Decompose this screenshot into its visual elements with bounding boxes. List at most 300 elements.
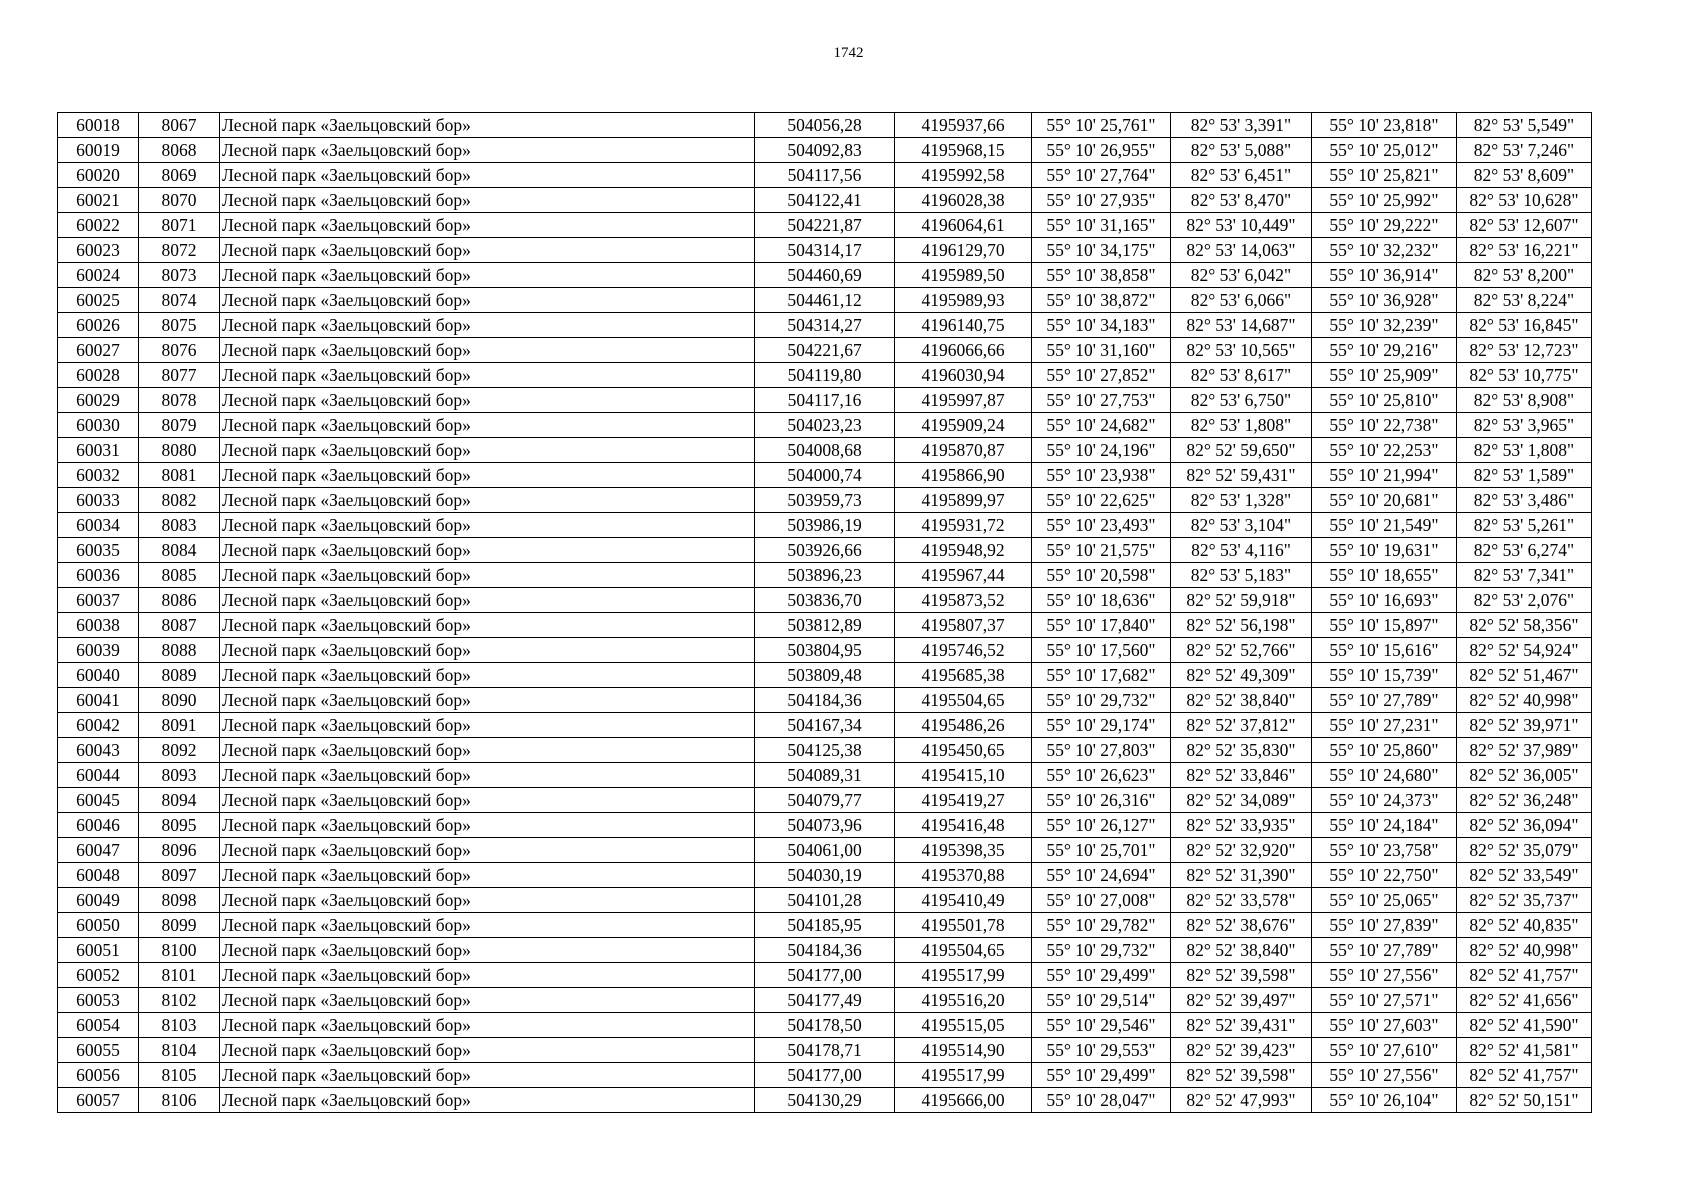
lat-2-cell: 55° 10' 24,680" [1312, 763, 1457, 788]
name-cell: Лесной парк «Заельцовский бор» [220, 163, 755, 188]
point-id-cell: 8095 [139, 813, 220, 838]
lon-1-cell: 82° 52' 39,497" [1171, 988, 1312, 1013]
lat-1-cell: 55° 10' 25,701" [1032, 838, 1171, 863]
point-id-cell: 8069 [139, 163, 220, 188]
y-coord-cell: 4196140,75 [895, 313, 1032, 338]
lat-2-cell: 55° 10' 19,631" [1312, 538, 1457, 563]
lon-2-cell: 82° 52' 54,924" [1457, 638, 1592, 663]
lat-1-cell: 55° 10' 29,499" [1032, 963, 1171, 988]
x-coord-cell: 504061,00 [755, 838, 895, 863]
table-row [58, 438, 1592, 463]
lat-2-cell: 55° 10' 25,992" [1312, 188, 1457, 213]
lon-1-cell: 82° 53' 6,451" [1171, 163, 1312, 188]
table-row [58, 113, 1592, 138]
row-number-cell: 60054 [58, 1013, 139, 1038]
lat-1-cell: 55° 10' 31,165" [1032, 213, 1171, 238]
lon-2-cell: 82° 52' 41,590" [1457, 1013, 1592, 1038]
table-row [58, 338, 1592, 363]
lon-2-cell: 82° 53' 10,628" [1457, 188, 1592, 213]
lat-1-cell: 55° 10' 27,852" [1032, 363, 1171, 388]
point-id-cell: 8078 [139, 388, 220, 413]
name-cell: Лесной парк «Заельцовский бор» [220, 763, 755, 788]
y-coord-cell: 4195899,97 [895, 488, 1032, 513]
name-cell: Лесной парк «Заельцовский бор» [220, 288, 755, 313]
lat-1-cell: 55° 10' 34,175" [1032, 238, 1171, 263]
lon-1-cell: 82° 52' 38,840" [1171, 688, 1312, 713]
lat-2-cell: 55° 10' 22,750" [1312, 863, 1457, 888]
point-id-cell: 8105 [139, 1063, 220, 1088]
lon-1-cell: 82° 52' 52,766" [1171, 638, 1312, 663]
table-row [58, 538, 1592, 563]
x-coord-cell: 504167,34 [755, 713, 895, 738]
table-row [58, 163, 1592, 188]
row-number-cell: 60040 [58, 663, 139, 688]
point-id-cell: 8081 [139, 463, 220, 488]
x-coord-cell: 504461,12 [755, 288, 895, 313]
lon-1-cell: 82° 52' 56,198" [1171, 613, 1312, 638]
point-id-cell: 8086 [139, 588, 220, 613]
row-number-cell: 60020 [58, 163, 139, 188]
name-cell: Лесной парк «Заельцовский бор» [220, 238, 755, 263]
y-coord-cell: 4195931,72 [895, 513, 1032, 538]
name-cell: Лесной парк «Заельцовский бор» [220, 1013, 755, 1038]
row-number-cell: 60018 [58, 113, 139, 138]
x-coord-cell: 504079,77 [755, 788, 895, 813]
x-coord-cell: 504177,00 [755, 1063, 895, 1088]
lon-2-cell: 82° 52' 36,248" [1457, 788, 1592, 813]
y-coord-cell: 4195416,48 [895, 813, 1032, 838]
x-coord-cell: 504117,56 [755, 163, 895, 188]
lat-2-cell: 55° 10' 16,693" [1312, 588, 1457, 613]
lon-1-cell: 82° 52' 39,598" [1171, 963, 1312, 988]
lon-2-cell: 82° 53' 1,589" [1457, 463, 1592, 488]
lat-1-cell: 55° 10' 25,761" [1032, 113, 1171, 138]
point-id-cell: 8083 [139, 513, 220, 538]
y-coord-cell: 4195968,15 [895, 138, 1032, 163]
row-number-cell: 60026 [58, 313, 139, 338]
point-id-cell: 8085 [139, 563, 220, 588]
row-number-cell: 60022 [58, 213, 139, 238]
row-number-cell: 60053 [58, 988, 139, 1013]
lon-2-cell: 82° 53' 8,908" [1457, 388, 1592, 413]
lon-2-cell: 82° 52' 41,757" [1457, 963, 1592, 988]
table-row [58, 913, 1592, 938]
lon-2-cell: 82° 53' 3,486" [1457, 488, 1592, 513]
name-cell: Лесной парк «Заельцовский бор» [220, 563, 755, 588]
y-coord-cell: 4195866,90 [895, 463, 1032, 488]
lat-2-cell: 55° 10' 15,897" [1312, 613, 1457, 638]
row-number-cell: 60019 [58, 138, 139, 163]
lat-2-cell: 55° 10' 25,860" [1312, 738, 1457, 763]
lat-1-cell: 55° 10' 29,732" [1032, 938, 1171, 963]
lon-2-cell: 82° 52' 37,989" [1457, 738, 1592, 763]
lat-1-cell: 55° 10' 29,499" [1032, 1063, 1171, 1088]
point-id-cell: 8097 [139, 863, 220, 888]
point-id-cell: 8076 [139, 338, 220, 363]
y-coord-cell: 4195504,65 [895, 938, 1032, 963]
lat-1-cell: 55° 10' 31,160" [1032, 338, 1171, 363]
point-id-cell: 8084 [139, 538, 220, 563]
y-coord-cell: 4195685,38 [895, 663, 1032, 688]
lon-2-cell: 82° 53' 16,221" [1457, 238, 1592, 263]
lon-1-cell: 82° 52' 38,676" [1171, 913, 1312, 938]
x-coord-cell: 504177,00 [755, 963, 895, 988]
lat-2-cell: 55° 10' 36,914" [1312, 263, 1457, 288]
lat-2-cell: 55° 10' 27,839" [1312, 913, 1457, 938]
table-row [58, 188, 1592, 213]
name-cell: Лесной парк «Заельцовский бор» [220, 913, 755, 938]
lat-1-cell: 55° 10' 18,636" [1032, 588, 1171, 613]
lat-1-cell: 55° 10' 21,575" [1032, 538, 1171, 563]
table-row [58, 988, 1592, 1013]
lat-1-cell: 55° 10' 29,174" [1032, 713, 1171, 738]
y-coord-cell: 4195514,90 [895, 1038, 1032, 1063]
lat-2-cell: 55° 10' 24,373" [1312, 788, 1457, 813]
y-coord-cell: 4195410,49 [895, 888, 1032, 913]
x-coord-cell: 504056,28 [755, 113, 895, 138]
x-coord-cell: 504185,95 [755, 913, 895, 938]
point-id-cell: 8071 [139, 213, 220, 238]
x-coord-cell: 504314,27 [755, 313, 895, 338]
row-number-cell: 60036 [58, 563, 139, 588]
lon-1-cell: 82° 52' 39,598" [1171, 1063, 1312, 1088]
name-cell: Лесной парк «Заельцовский бор» [220, 963, 755, 988]
lon-2-cell: 82° 53' 10,775" [1457, 363, 1592, 388]
name-cell: Лесной парк «Заельцовский бор» [220, 338, 755, 363]
table-row [58, 1063, 1592, 1088]
lat-1-cell: 55° 10' 24,196" [1032, 438, 1171, 463]
lon-1-cell: 82° 53' 1,808" [1171, 413, 1312, 438]
lon-2-cell: 82° 52' 33,549" [1457, 863, 1592, 888]
table-row [58, 788, 1592, 813]
row-number-cell: 60043 [58, 738, 139, 763]
lon-2-cell: 82° 52' 40,835" [1457, 913, 1592, 938]
lon-1-cell: 82° 53' 5,088" [1171, 138, 1312, 163]
lat-1-cell: 55° 10' 28,047" [1032, 1088, 1171, 1113]
x-coord-cell: 504119,80 [755, 363, 895, 388]
point-id-cell: 8067 [139, 113, 220, 138]
y-coord-cell: 4195398,35 [895, 838, 1032, 863]
row-number-cell: 60049 [58, 888, 139, 913]
lat-2-cell: 55° 10' 20,681" [1312, 488, 1457, 513]
lat-2-cell: 55° 10' 25,065" [1312, 888, 1457, 913]
point-id-cell: 8100 [139, 938, 220, 963]
lon-2-cell: 82° 53' 5,549" [1457, 113, 1592, 138]
name-cell: Лесной парк «Заельцовский бор» [220, 838, 755, 863]
table-row [58, 963, 1592, 988]
lon-1-cell: 82° 52' 59,650" [1171, 438, 1312, 463]
table-row [58, 363, 1592, 388]
lat-2-cell: 55° 10' 21,994" [1312, 463, 1457, 488]
point-id-cell: 8098 [139, 888, 220, 913]
x-coord-cell: 504125,38 [755, 738, 895, 763]
lat-2-cell: 55° 10' 32,232" [1312, 238, 1457, 263]
lat-1-cell: 55° 10' 29,732" [1032, 688, 1171, 713]
y-coord-cell: 4195989,50 [895, 263, 1032, 288]
x-coord-cell: 503836,70 [755, 588, 895, 613]
x-coord-cell: 504221,87 [755, 213, 895, 238]
name-cell: Лесной парк «Заельцовский бор» [220, 388, 755, 413]
name-cell: Лесной парк «Заельцовский бор» [220, 413, 755, 438]
lat-2-cell: 55° 10' 25,012" [1312, 138, 1457, 163]
lat-1-cell: 55° 10' 29,514" [1032, 988, 1171, 1013]
point-id-cell: 8099 [139, 913, 220, 938]
lat-1-cell: 55° 10' 29,782" [1032, 913, 1171, 938]
x-coord-cell: 504460,69 [755, 263, 895, 288]
lat-2-cell: 55° 10' 15,739" [1312, 663, 1457, 688]
row-number-cell: 60023 [58, 238, 139, 263]
point-id-cell: 8106 [139, 1088, 220, 1113]
name-cell: Лесной парк «Заельцовский бор» [220, 463, 755, 488]
lon-1-cell: 82° 52' 32,920" [1171, 838, 1312, 863]
table-row [58, 513, 1592, 538]
lon-2-cell: 82° 52' 39,971" [1457, 713, 1592, 738]
y-coord-cell: 4195415,10 [895, 763, 1032, 788]
lon-2-cell: 82° 52' 41,656" [1457, 988, 1592, 1013]
row-number-cell: 60055 [58, 1038, 139, 1063]
name-cell: Лесной парк «Заельцовский бор» [220, 613, 755, 638]
lon-2-cell: 82° 52' 35,737" [1457, 888, 1592, 913]
point-id-cell: 8094 [139, 788, 220, 813]
y-coord-cell: 4196030,94 [895, 363, 1032, 388]
x-coord-cell: 504000,74 [755, 463, 895, 488]
lat-1-cell: 55° 10' 26,316" [1032, 788, 1171, 813]
name-cell: Лесной парк «Заельцовский бор» [220, 863, 755, 888]
lon-2-cell: 82° 53' 8,200" [1457, 263, 1592, 288]
lat-2-cell: 55° 10' 29,216" [1312, 338, 1457, 363]
name-cell: Лесной парк «Заельцовский бор» [220, 513, 755, 538]
point-id-cell: 8087 [139, 613, 220, 638]
lon-2-cell: 82° 52' 40,998" [1457, 688, 1592, 713]
name-cell: Лесной парк «Заельцовский бор» [220, 263, 755, 288]
y-coord-cell: 4196129,70 [895, 238, 1032, 263]
row-number-cell: 60057 [58, 1088, 139, 1113]
table-row [58, 688, 1592, 713]
row-number-cell: 60048 [58, 863, 139, 888]
lon-1-cell: 82° 53' 10,565" [1171, 338, 1312, 363]
name-cell: Лесной парк «Заельцовский бор» [220, 788, 755, 813]
point-id-cell: 8103 [139, 1013, 220, 1038]
row-number-cell: 60031 [58, 438, 139, 463]
point-id-cell: 8093 [139, 763, 220, 788]
coordinates-table [57, 112, 1592, 1113]
lon-1-cell: 82° 53' 10,449" [1171, 213, 1312, 238]
x-coord-cell: 503804,95 [755, 638, 895, 663]
y-coord-cell: 4195873,52 [895, 588, 1032, 613]
point-id-cell: 8082 [139, 488, 220, 513]
row-number-cell: 60024 [58, 263, 139, 288]
lon-1-cell: 82° 53' 4,116" [1171, 538, 1312, 563]
lon-1-cell: 82° 52' 34,089" [1171, 788, 1312, 813]
point-id-cell: 8104 [139, 1038, 220, 1063]
table-row [58, 1013, 1592, 1038]
name-cell: Лесной парк «Заельцовский бор» [220, 888, 755, 913]
y-coord-cell: 4195870,87 [895, 438, 1032, 463]
point-id-cell: 8096 [139, 838, 220, 863]
lon-2-cell: 82° 53' 3,965" [1457, 413, 1592, 438]
lat-1-cell: 55° 10' 20,598" [1032, 563, 1171, 588]
table-row [58, 213, 1592, 238]
lon-1-cell: 82° 52' 31,390" [1171, 863, 1312, 888]
y-coord-cell: 4196028,38 [895, 188, 1032, 213]
y-coord-cell: 4195992,58 [895, 163, 1032, 188]
table-row [58, 263, 1592, 288]
table-row [58, 238, 1592, 263]
lon-1-cell: 82° 52' 37,812" [1171, 713, 1312, 738]
point-id-cell: 8068 [139, 138, 220, 163]
x-coord-cell: 503959,73 [755, 488, 895, 513]
lon-1-cell: 82° 52' 35,830" [1171, 738, 1312, 763]
lon-1-cell: 82° 53' 6,066" [1171, 288, 1312, 313]
lat-1-cell: 55° 10' 29,553" [1032, 1038, 1171, 1063]
table-row [58, 488, 1592, 513]
lon-1-cell: 82° 53' 6,042" [1171, 263, 1312, 288]
table-row [58, 713, 1592, 738]
row-number-cell: 60029 [58, 388, 139, 413]
x-coord-cell: 504178,71 [755, 1038, 895, 1063]
lon-1-cell: 82° 53' 3,104" [1171, 513, 1312, 538]
point-id-cell: 8077 [139, 363, 220, 388]
table-row [58, 738, 1592, 763]
name-cell: Лесной парк «Заельцовский бор» [220, 588, 755, 613]
x-coord-cell: 503812,89 [755, 613, 895, 638]
y-coord-cell: 4195997,87 [895, 388, 1032, 413]
y-coord-cell: 4195515,05 [895, 1013, 1032, 1038]
lat-2-cell: 55° 10' 25,909" [1312, 363, 1457, 388]
y-coord-cell: 4195807,37 [895, 613, 1032, 638]
name-cell: Лесной парк «Заельцовский бор» [220, 188, 755, 213]
table-row [58, 663, 1592, 688]
y-coord-cell: 4195937,66 [895, 113, 1032, 138]
point-id-cell: 8101 [139, 963, 220, 988]
lat-1-cell: 55° 10' 17,840" [1032, 613, 1171, 638]
name-cell: Лесной парк «Заельцовский бор» [220, 988, 755, 1013]
table-row [58, 388, 1592, 413]
lat-2-cell: 55° 10' 21,549" [1312, 513, 1457, 538]
lat-1-cell: 55° 10' 38,872" [1032, 288, 1171, 313]
name-cell: Лесной парк «Заельцовский бор» [220, 1038, 755, 1063]
row-number-cell: 60044 [58, 763, 139, 788]
lat-2-cell: 55° 10' 36,928" [1312, 288, 1457, 313]
lon-1-cell: 82° 52' 38,840" [1171, 938, 1312, 963]
table-row [58, 813, 1592, 838]
row-number-cell: 60045 [58, 788, 139, 813]
lon-2-cell: 82° 53' 12,723" [1457, 338, 1592, 363]
table-row [58, 1088, 1592, 1113]
lon-2-cell: 82° 52' 58,356" [1457, 613, 1592, 638]
lon-2-cell: 82° 53' 1,808" [1457, 438, 1592, 463]
y-coord-cell: 4195666,00 [895, 1088, 1032, 1113]
lon-2-cell: 82° 52' 51,467" [1457, 663, 1592, 688]
row-number-cell: 60032 [58, 463, 139, 488]
table-row [58, 888, 1592, 913]
table-row [58, 638, 1592, 663]
name-cell: Лесной парк «Заельцовский бор» [220, 738, 755, 763]
lat-1-cell: 55° 10' 34,183" [1032, 313, 1171, 338]
lat-2-cell: 55° 10' 25,810" [1312, 388, 1457, 413]
name-cell: Лесной парк «Заельцовский бор» [220, 538, 755, 563]
point-id-cell: 8089 [139, 663, 220, 688]
name-cell: Лесной парк «Заельцовский бор» [220, 638, 755, 663]
table-row [58, 563, 1592, 588]
y-coord-cell: 4195419,27 [895, 788, 1032, 813]
name-cell: Лесной парк «Заельцовский бор» [220, 938, 755, 963]
row-number-cell: 60039 [58, 638, 139, 663]
point-id-cell: 8079 [139, 413, 220, 438]
row-number-cell: 60030 [58, 413, 139, 438]
point-id-cell: 8088 [139, 638, 220, 663]
row-number-cell: 60038 [58, 613, 139, 638]
name-cell: Лесной парк «Заельцовский бор» [220, 688, 755, 713]
lon-1-cell: 82° 52' 33,578" [1171, 888, 1312, 913]
lon-1-cell: 82° 52' 33,935" [1171, 813, 1312, 838]
name-cell: Лесной парк «Заельцовский бор» [220, 213, 755, 238]
lat-1-cell: 55° 10' 27,008" [1032, 888, 1171, 913]
lon-1-cell: 82° 53' 8,470" [1171, 188, 1312, 213]
y-coord-cell: 4195486,26 [895, 713, 1032, 738]
name-cell: Лесной парк «Заельцовский бор» [220, 313, 755, 338]
y-coord-cell: 4195517,99 [895, 1063, 1032, 1088]
lat-1-cell: 55° 10' 23,493" [1032, 513, 1171, 538]
x-coord-cell: 504122,41 [755, 188, 895, 213]
lon-2-cell: 82° 52' 41,581" [1457, 1038, 1592, 1063]
x-coord-cell: 504178,50 [755, 1013, 895, 1038]
row-number-cell: 60047 [58, 838, 139, 863]
lat-2-cell: 55° 10' 22,253" [1312, 438, 1457, 463]
lat-1-cell: 55° 10' 27,935" [1032, 188, 1171, 213]
table-row [58, 613, 1592, 638]
table-row [58, 863, 1592, 888]
lon-2-cell: 82° 52' 41,757" [1457, 1063, 1592, 1088]
x-coord-cell: 504184,36 [755, 688, 895, 713]
name-cell: Лесной парк «Заельцовский бор» [220, 488, 755, 513]
table-body [58, 113, 1592, 1113]
lat-1-cell: 55° 10' 26,955" [1032, 138, 1171, 163]
x-coord-cell: 504023,23 [755, 413, 895, 438]
lat-1-cell: 55° 10' 17,560" [1032, 638, 1171, 663]
x-coord-cell: 504089,31 [755, 763, 895, 788]
y-coord-cell: 4195948,92 [895, 538, 1032, 563]
lon-1-cell: 82° 52' 33,846" [1171, 763, 1312, 788]
x-coord-cell: 504092,83 [755, 138, 895, 163]
lon-2-cell: 82° 53' 2,076" [1457, 588, 1592, 613]
name-cell: Лесной парк «Заельцовский бор» [220, 1063, 755, 1088]
row-number-cell: 60034 [58, 513, 139, 538]
x-coord-cell: 504117,16 [755, 388, 895, 413]
lat-1-cell: 55° 10' 22,625" [1032, 488, 1171, 513]
lat-1-cell: 55° 10' 26,623" [1032, 763, 1171, 788]
lat-2-cell: 55° 10' 27,603" [1312, 1013, 1457, 1038]
lon-2-cell: 82° 53' 8,224" [1457, 288, 1592, 313]
name-cell: Лесной парк «Заельцовский бор» [220, 713, 755, 738]
row-number-cell: 60041 [58, 688, 139, 713]
lat-2-cell: 55° 10' 32,239" [1312, 313, 1457, 338]
y-coord-cell: 4195746,52 [895, 638, 1032, 663]
lon-2-cell: 82° 52' 35,079" [1457, 838, 1592, 863]
point-id-cell: 8074 [139, 288, 220, 313]
lat-1-cell: 55° 10' 29,546" [1032, 1013, 1171, 1038]
name-cell: Лесной парк «Заельцовский бор» [220, 113, 755, 138]
lat-2-cell: 55° 10' 26,104" [1312, 1088, 1457, 1113]
lat-2-cell: 55° 10' 27,571" [1312, 988, 1457, 1013]
y-coord-cell: 4196066,66 [895, 338, 1032, 363]
y-coord-cell: 4195516,20 [895, 988, 1032, 1013]
point-id-cell: 8102 [139, 988, 220, 1013]
lat-1-cell: 55° 10' 23,938" [1032, 463, 1171, 488]
lon-2-cell: 82° 53' 6,274" [1457, 538, 1592, 563]
x-coord-cell: 503896,23 [755, 563, 895, 588]
row-number-cell: 60028 [58, 363, 139, 388]
